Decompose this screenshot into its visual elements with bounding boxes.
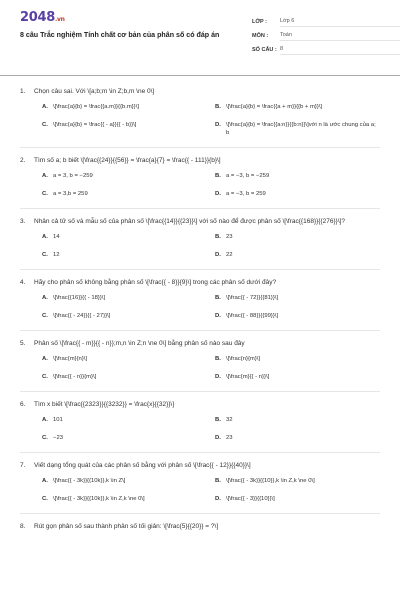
option-letter: A. (42, 173, 48, 179)
answer-option[interactable] (215, 428, 380, 446)
logo-text: 2048 (20, 10, 55, 25)
answer-option[interactable] (42, 489, 207, 507)
option-text: \[\frac{m}{n}\] (53, 356, 88, 362)
option-letter: B. (215, 417, 221, 423)
answer-option[interactable] (42, 410, 207, 428)
option-text: \[\frac{{ - 3k}}{{10}},k \in Z,k \ne 0\] (226, 478, 315, 484)
answer-option[interactable] (215, 115, 380, 141)
question-header (20, 270, 380, 288)
question-header (20, 392, 380, 410)
option-text: \[\frac{a}{b} = \frac{{a.m}}{{b.m}}\] (53, 104, 139, 110)
answer-option[interactable] (215, 306, 380, 324)
answer-option[interactable] (215, 489, 380, 507)
option-letter: C. (42, 122, 48, 128)
option-text: 23 (226, 435, 233, 441)
option-letter: C. (42, 435, 48, 441)
answer-options (20, 471, 380, 507)
question-number: 5. (20, 340, 26, 347)
option-letter: A. (42, 478, 48, 484)
answer-option[interactable] (215, 471, 380, 489)
answer-option[interactable] (42, 166, 207, 184)
answer-option[interactable] (215, 227, 380, 245)
option-letter: A. (42, 295, 48, 301)
question-text: Nhân cả tử số và mẫu số của phân số \[\frac{{14}}{{23}}\] với số nào để được phân số \[\frac{{168}}{{276}}\]? (34, 218, 346, 225)
option-text: 32 (226, 417, 233, 423)
answer-option[interactable] (42, 245, 207, 263)
option-letter: C. (42, 374, 48, 380)
option-text: \[\frac{a}{b} = \frac{{a:n}}{{b:n}}\]với n là ước chung của a; b (226, 122, 376, 136)
option-letter: D. (215, 435, 221, 441)
question-item (20, 148, 380, 209)
question-header (20, 331, 380, 349)
question-header (20, 79, 380, 97)
option-text: \[\frac{a}{b} = \frac{{a + m}}{{b + m}}\] (226, 104, 323, 110)
answer-option[interactable] (42, 471, 207, 489)
answer-option[interactable] (42, 115, 207, 141)
meta-label: MÔN : (252, 32, 269, 39)
question-item (20, 331, 380, 392)
answer-options (20, 97, 380, 141)
question-text: Tìm x biết \[\frac{{2323}}{{3232}} = \frac{x}{{32}}\] (34, 401, 175, 408)
option-letter: B. (215, 478, 221, 484)
answer-option[interactable] (42, 97, 207, 115)
option-letter: A. (42, 234, 48, 240)
answer-option[interactable] (42, 367, 207, 385)
question-header (20, 453, 380, 471)
worksheet-header (20, 0, 378, 70)
option-text: \[\frac{{ - 3k}}{{10k}},k \in Z,k \ne 0\] (53, 496, 145, 502)
option-letter: A. (42, 417, 48, 423)
question-item (20, 392, 380, 453)
answer-options (20, 166, 380, 202)
answer-options (20, 349, 380, 385)
option-text: \[\frac{{ - 24}}{{ - 27}}\] (53, 313, 111, 319)
option-text: a = 3,b = 259 (53, 191, 88, 197)
answer-option[interactable] (215, 288, 380, 306)
meta-panel (252, 13, 400, 55)
answer-option[interactable] (42, 288, 207, 306)
question-header (20, 514, 380, 532)
question-item (20, 453, 380, 514)
document-title: 8 câu Trắc nghiệm Tính chất cơ bản của phân số có đáp án (20, 31, 220, 39)
option-text: \[\frac{m}{{ - n}}\] (226, 374, 270, 380)
answer-option[interactable] (42, 306, 207, 324)
meta-value: Lớp 6 (280, 18, 400, 27)
option-letter: A. (42, 104, 48, 110)
option-text: \[\frac{{ - 72}}{{81}}\] (226, 295, 279, 301)
question-item (20, 209, 380, 270)
option-letter: B. (215, 234, 221, 240)
question-number: 1. (20, 88, 26, 95)
answer-option[interactable] (42, 227, 207, 245)
question-number: 3. (20, 218, 26, 225)
meta-row-subject (252, 27, 400, 41)
header-divider (0, 75, 400, 76)
question-item (20, 270, 380, 331)
option-text: \[\frac{{ - 3k}}{{10k}},k \in Z\] (53, 478, 126, 484)
question-header (20, 209, 380, 227)
option-text: \[\frac{{ - n}}{m}\] (53, 374, 97, 380)
answer-option[interactable] (42, 428, 207, 446)
question-number: 6. (20, 401, 26, 408)
question-number: 8. (20, 523, 26, 530)
answer-option[interactable] (215, 184, 380, 202)
question-text: Viết dạng tổng quát của các phân số bằng với phân số \[\frac{{ - 12}}{{40}}\] (34, 462, 251, 469)
question-list (20, 79, 380, 532)
option-text: −23 (53, 435, 63, 441)
option-text: \[\frac{{16}}{{ - 18}}\] (53, 295, 106, 301)
option-letter: C. (42, 496, 48, 502)
option-letter: B. (215, 295, 221, 301)
option-letter: C. (42, 252, 48, 258)
meta-value: Toán (280, 32, 400, 41)
meta-label: LỚP : (252, 18, 267, 25)
answer-option[interactable] (42, 184, 207, 202)
option-text: 12 (53, 252, 60, 258)
option-text: 101 (53, 417, 63, 423)
meta-label: SỐ CÂU : (252, 46, 277, 53)
answer-option[interactable] (42, 349, 207, 367)
answer-options (20, 227, 380, 263)
option-letter: D. (215, 122, 221, 128)
question-item (20, 514, 380, 532)
option-letter: B. (215, 173, 221, 179)
question-number: 4. (20, 279, 26, 286)
option-text: \[\frac{a}{b} = \frac{{ - a}}{{ - b}}\] (53, 122, 137, 128)
meta-row-count (252, 41, 400, 55)
option-text: 14 (53, 234, 60, 240)
question-text: Phân số \[\frac{{ - m}}{{ - n}};m,n \in Z;n \ne 0\] bằng phân số nào sau đây (34, 340, 245, 347)
answer-option[interactable] (215, 349, 380, 367)
option-letter: C. (42, 313, 48, 319)
option-text: 23 (226, 234, 233, 240)
question-number: 2. (20, 157, 26, 164)
meta-row-class (252, 13, 400, 27)
option-letter: D. (215, 191, 221, 197)
answer-option[interactable] (215, 245, 380, 263)
question-text: Chọn câu sai. Với \[a;b;m \in Z;b,m \ne 0\] (34, 88, 155, 95)
question-text: Rút gọn phân số sau thành phân số tối giản: \[\frac{5}{{20}} = ?\] (34, 523, 219, 530)
option-text: 22 (226, 252, 233, 258)
option-letter: A. (42, 356, 48, 362)
question-header (20, 148, 380, 166)
question-number: 7. (20, 462, 26, 469)
meta-value: 8 (280, 46, 400, 55)
answer-options (20, 410, 380, 446)
option-letter: D. (215, 496, 221, 502)
option-text: \[\frac{{ - 88}}{{99}}\] (226, 313, 279, 319)
option-text: \[\frac{{ - 3}}{{10}}\] (226, 496, 275, 502)
question-text: Tìm số a; b biết \[\frac{{24}}{{56}} = \frac{a}{7} = \frac{{ - 111}}{b}\] (34, 157, 221, 164)
option-text: a = −3, b = −259 (226, 173, 270, 179)
option-letter: D. (215, 374, 221, 380)
answer-option[interactable] (215, 97, 380, 115)
option-letter: B. (215, 356, 221, 362)
option-letter: C. (42, 191, 48, 197)
option-letter: D. (215, 252, 221, 258)
option-letter: B. (215, 104, 221, 110)
question-item (20, 79, 380, 148)
option-text: a = −3, b = 259 (226, 191, 266, 197)
question-text: Hãy cho phân số không bằng phân số \[\frac{{ - 8}}{9}\] trong các phân số dưới đây? (34, 279, 277, 286)
answer-options (20, 288, 380, 324)
answer-option[interactable] (215, 166, 380, 184)
logo-tld: .vn (54, 16, 65, 23)
option-text: a = 3, b = −259 (53, 173, 93, 179)
answer-option[interactable] (215, 410, 380, 428)
site-logo[interactable] (20, 10, 65, 25)
option-text: \[\frac{n}{m}\] (226, 356, 261, 362)
option-letter: D. (215, 313, 221, 319)
answer-option[interactable] (215, 367, 380, 385)
